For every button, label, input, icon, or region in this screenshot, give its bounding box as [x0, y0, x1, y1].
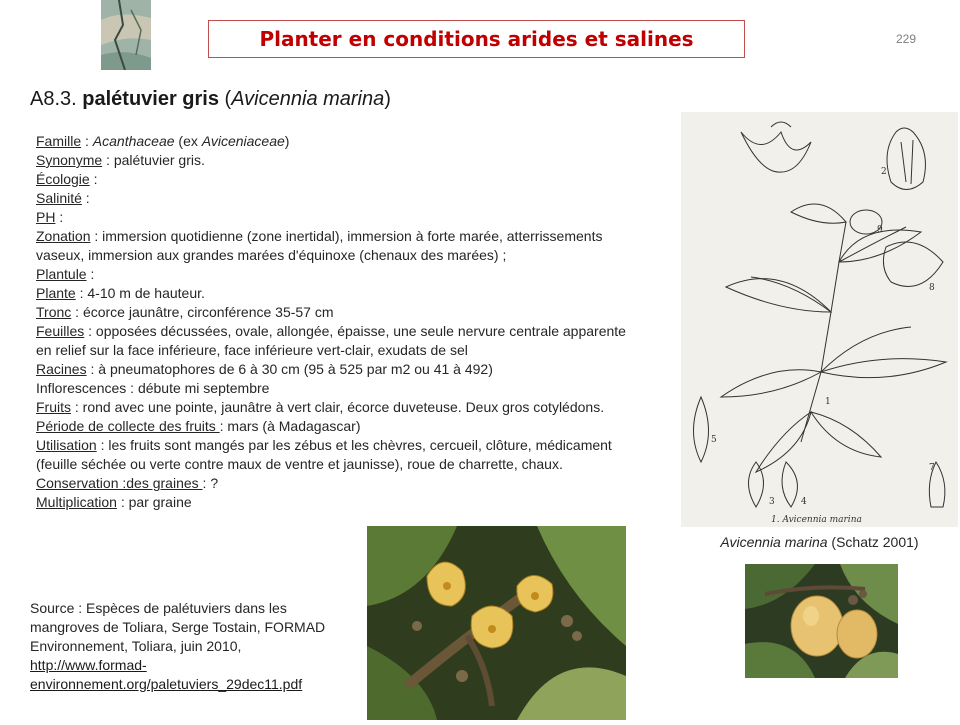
- multiplication-label: Multiplication: [36, 494, 117, 510]
- fact-periode: [36, 417, 640, 436]
- feuilles-value: : opposées décussées, ovale, allongée, épaisse, une seule nervure centrale apparente en relief sur la face inférieure, face inférieure vert-clair, exudats de sel: [36, 323, 626, 358]
- famille-value: Acanthaceae: [92, 133, 175, 149]
- zonation-label: Zonation: [36, 228, 91, 244]
- utilisation-label: Utilisation: [36, 437, 97, 453]
- salinite-value: :: [81, 190, 90, 206]
- species-common-name: palétuvier gris: [82, 88, 219, 110]
- source-link[interactable]: http://www.formad-environnement.org/paletuviers_29dec11.pdf: [30, 657, 303, 692]
- heading-paren-open: (: [218, 88, 232, 110]
- drawing-number: 5: [711, 435, 717, 445]
- fact-ph: [36, 208, 640, 227]
- flower-photo: [367, 526, 626, 720]
- fact-famille: [36, 132, 640, 151]
- caption-latin: Avicennia marina: [720, 534, 828, 550]
- famille-ex-close: ): [284, 133, 290, 149]
- ph-value: :: [55, 209, 64, 225]
- famille-sep: :: [81, 133, 93, 149]
- plante-value: : 4-10 m de hauteur.: [75, 285, 205, 301]
- fruits-label: Fruits: [36, 399, 71, 415]
- fact-ecologie: [36, 170, 640, 189]
- fact-salinite: [36, 189, 640, 208]
- plantule-value: :: [86, 266, 95, 282]
- fruits-value: : rond avec une pointe, jaunâtre à vert clair, écorce duveteuse. Deux gros cotylédons.: [71, 399, 605, 415]
- drawing-number: 7: [929, 463, 935, 473]
- title-box: [208, 20, 745, 58]
- fact-multiplication: [36, 493, 640, 512]
- species-facts: [36, 132, 640, 512]
- salinite-label: Salinité: [36, 190, 82, 206]
- drawing-label: 1. Avicennia marina: [771, 515, 862, 525]
- fact-plantule: [36, 265, 640, 284]
- logo-thumbnail: [101, 0, 151, 70]
- caption-rest: (Schatz 2001): [827, 534, 919, 550]
- famille-ex-value: Aviceniaceae: [201, 133, 285, 149]
- source-citation: [30, 599, 350, 694]
- periode-value: : mars (à Madagascar): [219, 418, 361, 434]
- utilisation-value: : les fruits sont mangés par les zébus et les chèvres, cercueil, clôture, médicament (feuille séchée ou verte contre maux de ventre et jaunisse), roue de charrette, chaux.: [36, 437, 612, 472]
- multiplication-value: : par graine: [116, 494, 192, 510]
- plante-label: Plante: [36, 285, 76, 301]
- species-code: A8.3.: [30, 88, 83, 110]
- drawing-number: 2: [881, 167, 887, 177]
- heading-paren-close: ): [384, 88, 391, 110]
- fact-tronc: [36, 303, 640, 322]
- periode-label: Période de collecte des fruits: [36, 418, 220, 434]
- species-latin-name: Avicennia marina: [231, 88, 385, 110]
- fact-feuilles: [36, 322, 640, 360]
- plantule-label: Plantule: [36, 266, 87, 282]
- tronc-value: : écorce jaunâtre, circonférence 35-57 cm: [71, 304, 334, 320]
- synonyme-label: Synonyme: [36, 152, 103, 168]
- fact-inflorescences: Inflorescences : débute mi septembre: [36, 380, 270, 396]
- fruit-photo: [745, 564, 898, 678]
- fact-fruits: [36, 398, 640, 417]
- zonation-value: : immersion quotidienne (zone inertidal), immersion à forte marée, atterrissements vaseux, immersion aux grandes marées d'équinoxe (chenaux des marées) ;: [36, 228, 603, 263]
- species-heading: [30, 88, 391, 111]
- fact-conservation: [36, 474, 640, 493]
- racines-label: Racines: [36, 361, 87, 377]
- fact-synonyme: [36, 151, 640, 170]
- feuilles-label: Feuilles: [36, 323, 85, 339]
- page-number: 229: [896, 32, 917, 46]
- figure-caption: [681, 534, 958, 550]
- fact-utilisation: [36, 436, 640, 474]
- fact-racines: [36, 360, 640, 379]
- drawing-number: 1: [825, 397, 831, 407]
- tronc-label: Tronc: [36, 304, 72, 320]
- fact-zonation: [36, 227, 640, 265]
- conservation-label: Conservation :des graines: [36, 475, 203, 491]
- fact-plante: [36, 284, 640, 303]
- source-text: Source : Espèces de palétuviers dans les mangroves de Toliara, Serge Tostain, FORMAD Environnement, Toliara, juin 2010,: [30, 600, 326, 654]
- ecologie-value: :: [89, 171, 98, 187]
- racines-value: : à pneumatophores de 6 à 30 cm (95 à 525 par m2 ou 41 à 492): [86, 361, 493, 377]
- drawing-number: 4: [801, 497, 807, 507]
- page-title: Planter en conditions arides et salines: [259, 27, 694, 51]
- conservation-value: : ?: [202, 475, 219, 491]
- drawing-number: 3: [769, 497, 775, 507]
- ecologie-label: Écologie: [36, 171, 90, 187]
- famille-ex-open: (ex: [174, 133, 202, 149]
- ph-label: PH: [36, 209, 56, 225]
- famille-label: Famille: [36, 133, 82, 149]
- botanical-drawing: [681, 112, 958, 527]
- drawing-number: 8: [929, 283, 935, 293]
- drawing-number: 9: [877, 225, 883, 235]
- synonyme-value: : palétuvier gris.: [102, 152, 205, 168]
